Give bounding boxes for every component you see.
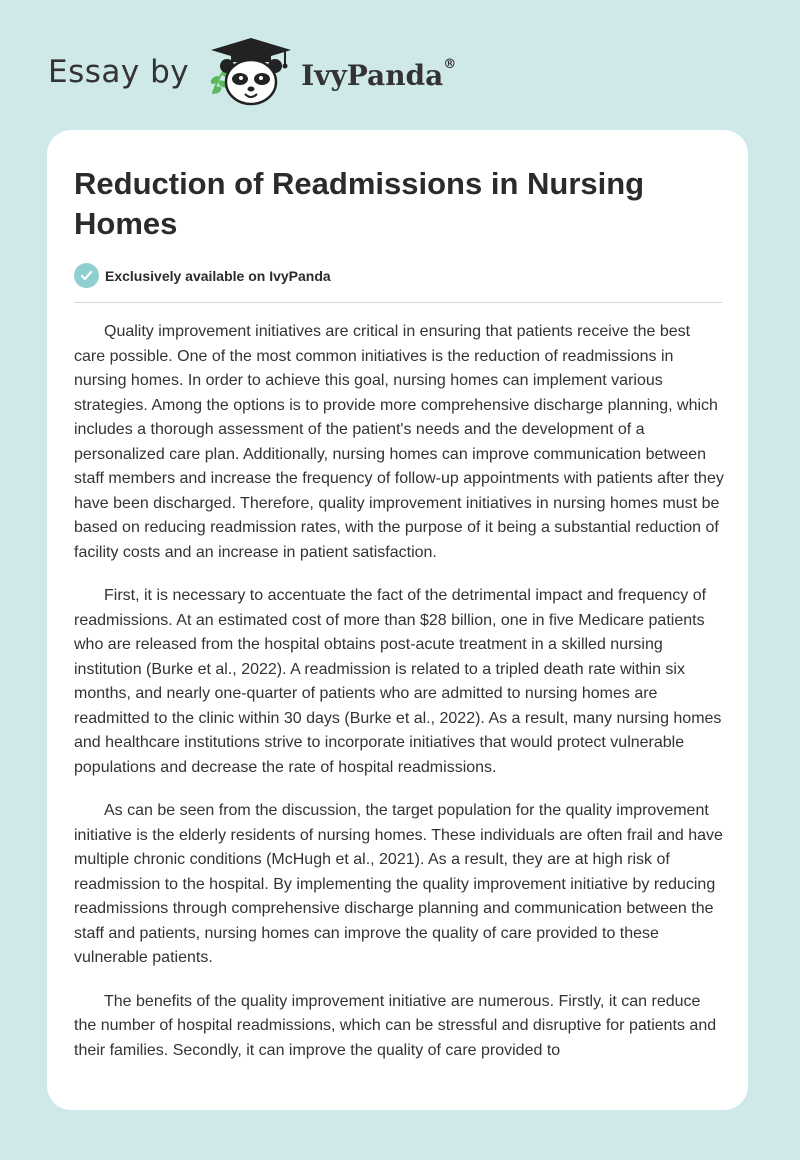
- paragraph: The benefits of the quality improvement initiative are numerous. Firstly, it can reduce the number of hospital readmissions, which can be stressful and disruptive for patients and their families. Secondly, it can improve the quality of care provided to: [74, 992, 717, 1059]
- site-header: [48, 36, 456, 108]
- check-icon: [74, 263, 99, 288]
- essay-card: [47, 130, 748, 1110]
- paragraph: Quality improvement initiatives are critical in ensuring that patients receive the best care possible. One of the most common initiatives is the reduction of readmissions in nursing homes. In order to achieve this goal, nursing homes can implement various strategies. Among the options is to provide more comprehensive discharge planning, which includes a thorough assessment of the patient's needs and the development of a personalized care plan. Additionally, nursing homes can improve communication between staff members and increase the frequency of follow-up appointments with patients after they have been discharged. Therefore, quality improvement initiatives in nursing homes must be based on reducing readmission rates, with the purpose of it being a substantial reduction of facility costs and an increase in patient satisfaction.: [74, 323, 724, 561]
- essay-body: [74, 320, 724, 1082]
- essay-title: Reduction of Readmissions in Nursing Homes: [74, 166, 645, 241]
- exclusive-badge-text: Exclusively available on IvyPanda: [105, 267, 331, 284]
- essay-by-label: Essay by: [48, 54, 190, 90]
- panda-graduate-logo-icon[interactable]: [205, 36, 297, 108]
- exclusive-badge: [74, 263, 331, 288]
- registered-mark: ®: [443, 56, 457, 72]
- paragraph: As can be seen from the discussion, the target population for the quality improvement initiative is the elderly residents of nursing homes. These individuals are often frail and have multiple chronic conditions (McHugh et al., 2021). As a result, they are at high risk of readmission to the hospital. By implementing the quality improvement initiative by reducing readmissions through comprehensive discharge planning and communication between the staff and patients, nursing homes can improve the quality of care provided to these vulnerable patients.: [74, 802, 723, 966]
- paragraph: First, it is necessary to accentuate the fact of the detrimental impact and frequency of readmissions. At an estimated cost of more than $28 billion, one in five Medicare patients who are released from the hospital obtains post-acute treatment in a skilled nursing institution (Burke et al., 2022). A readmission is related to a tripled death rate within six months, and nearly one-quarter of patients who are admitted to nursing homes are readmitted to the clinic within 30 days (Burke et al., 2022). As a result, many nursing homes and healthcare institutions strive to incorporate initiatives that would protect vulnerable populations and decrease the rate of hospital readmissions.: [74, 587, 722, 776]
- brand-name[interactable]: IvyPanda®: [301, 56, 457, 92]
- divider: [74, 302, 722, 303]
